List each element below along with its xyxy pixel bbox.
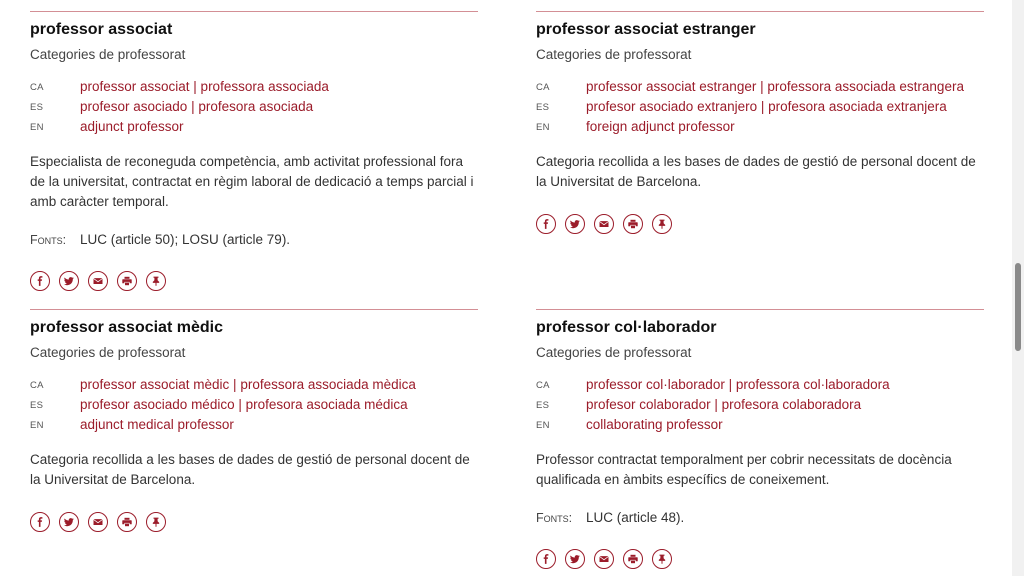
- entry-definition: Categoria recollida a les bases de dades de gestió de personal docent de la Universitat de Barcelona.: [536, 154, 976, 189]
- email-share-button[interactable]: [594, 214, 614, 234]
- lang-code: CA: [536, 82, 550, 93]
- entry-category: Categories de professorat: [536, 345, 692, 360]
- entry-category: Categories de professorat: [30, 47, 186, 62]
- print-icon: [122, 276, 132, 286]
- lang-code: ES: [30, 400, 44, 411]
- entry-title: professor associat mèdic: [30, 319, 223, 336]
- entry-definition: Categoria recollida a les bases de dades de gestió de personal docent de la Universitat de Barcelona.: [30, 452, 470, 487]
- term-link[interactable]: collaborating professor: [586, 417, 723, 432]
- twitter-share-button[interactable]: [59, 512, 79, 532]
- facebook-icon: [35, 517, 45, 527]
- print-icon: [122, 517, 132, 527]
- print-share-button[interactable]: [623, 214, 643, 234]
- twitter-share-button[interactable]: [565, 214, 585, 234]
- email-icon: [599, 554, 609, 564]
- twitter-icon: [64, 517, 74, 527]
- divider: [30, 309, 478, 310]
- term-link[interactable]: profesor asociado extranjero | profesora asociada extranjera: [586, 99, 947, 114]
- entry-title: professor col·laborador: [536, 319, 717, 336]
- email-share-button[interactable]: [594, 549, 614, 569]
- twitter-share-button[interactable]: [565, 549, 585, 569]
- term-link[interactable]: professor associat estranger | professora associada estrangera: [586, 79, 964, 94]
- pin-share-button[interactable]: [652, 214, 672, 234]
- sources-text: LUC (article 48).: [586, 510, 685, 525]
- facebook-share-button[interactable]: [30, 512, 50, 532]
- entry-professor-associat-medic: [30, 309, 478, 549]
- lang-code: EN: [30, 420, 44, 431]
- divider: [536, 11, 984, 12]
- term-link[interactable]: adjunct medical professor: [80, 417, 234, 432]
- pin-icon: [657, 554, 667, 564]
- print-icon: [628, 554, 638, 564]
- scrollbar-thumb[interactable]: [1015, 263, 1021, 351]
- facebook-icon: [541, 219, 551, 229]
- lang-code: EN: [536, 420, 550, 431]
- print-share-button[interactable]: [117, 512, 137, 532]
- pin-icon: [657, 219, 667, 229]
- email-icon: [93, 517, 103, 527]
- term-link[interactable]: professor col·laborador | professora col·laboradora: [586, 377, 890, 392]
- facebook-share-button[interactable]: [536, 549, 556, 569]
- email-share-button[interactable]: [88, 271, 108, 291]
- pin-icon: [151, 276, 161, 286]
- sources-label: Fonts:: [536, 511, 573, 525]
- lang-code: EN: [536, 122, 550, 133]
- print-share-button[interactable]: [117, 271, 137, 291]
- term-link[interactable]: professor associat mèdic | professora associada mèdica: [80, 377, 416, 392]
- print-icon: [628, 219, 638, 229]
- twitter-share-button[interactable]: [59, 271, 79, 291]
- entry-definition: Professor contractat temporalment per cobrir necessitats de docència qualificada en àmbits específics de coneixement.: [536, 452, 952, 487]
- pin-share-button[interactable]: [146, 271, 166, 291]
- twitter-icon: [570, 219, 580, 229]
- entry-title: professor associat: [30, 21, 173, 38]
- email-share-button[interactable]: [88, 512, 108, 532]
- lang-code: ES: [536, 400, 550, 411]
- term-link[interactable]: profesor asociado médico | profesora asociada médica: [80, 397, 408, 412]
- pin-share-button[interactable]: [652, 549, 672, 569]
- entry-professor-associat: [30, 11, 478, 301]
- lang-code: ES: [536, 102, 550, 113]
- term-link[interactable]: professor associat | professora associada: [80, 79, 329, 94]
- divider: [536, 309, 984, 310]
- vertical-scrollbar[interactable]: [1012, 0, 1024, 576]
- term-link[interactable]: profesor colaborador | profesora colaboradora: [586, 397, 862, 412]
- divider: [30, 11, 478, 12]
- email-icon: [93, 276, 103, 286]
- sources-text: LUC (article 50); LOSU (article 79).: [80, 232, 291, 247]
- entry-professor-associat-estranger: [536, 11, 984, 251]
- twitter-icon: [570, 554, 580, 564]
- email-icon: [599, 219, 609, 229]
- lang-code: EN: [30, 122, 44, 133]
- entry-sources: [30, 232, 290, 247]
- term-link[interactable]: profesor asociado | profesora asociada: [80, 99, 314, 114]
- pin-share-button[interactable]: [146, 512, 166, 532]
- pin-icon: [151, 517, 161, 527]
- lang-code: CA: [30, 380, 44, 391]
- lang-code: CA: [30, 82, 44, 93]
- term-link[interactable]: foreign adjunct professor: [586, 119, 735, 134]
- entry-professor-col-laborador: [536, 309, 984, 576]
- twitter-icon: [64, 276, 74, 286]
- entry-category: Categories de professorat: [30, 345, 186, 360]
- entry-title: professor associat estranger: [536, 21, 756, 38]
- lang-code: ES: [30, 102, 44, 113]
- entry-sources: [536, 510, 684, 525]
- facebook-icon: [35, 276, 45, 286]
- facebook-share-button[interactable]: [30, 271, 50, 291]
- entry-category: Categories de professorat: [536, 47, 692, 62]
- lang-code: CA: [536, 380, 550, 391]
- facebook-share-button[interactable]: [536, 214, 556, 234]
- print-share-button[interactable]: [623, 549, 643, 569]
- sources-label: Fonts:: [30, 233, 67, 247]
- facebook-icon: [541, 554, 551, 564]
- entry-definition: Especialista de reconeguda competència, amb activitat professional fora de la universitat, contractat en règim laboral de dedicació a temps parcial i amb caràcter temporal.: [30, 154, 474, 209]
- term-link[interactable]: adjunct professor: [80, 119, 184, 134]
